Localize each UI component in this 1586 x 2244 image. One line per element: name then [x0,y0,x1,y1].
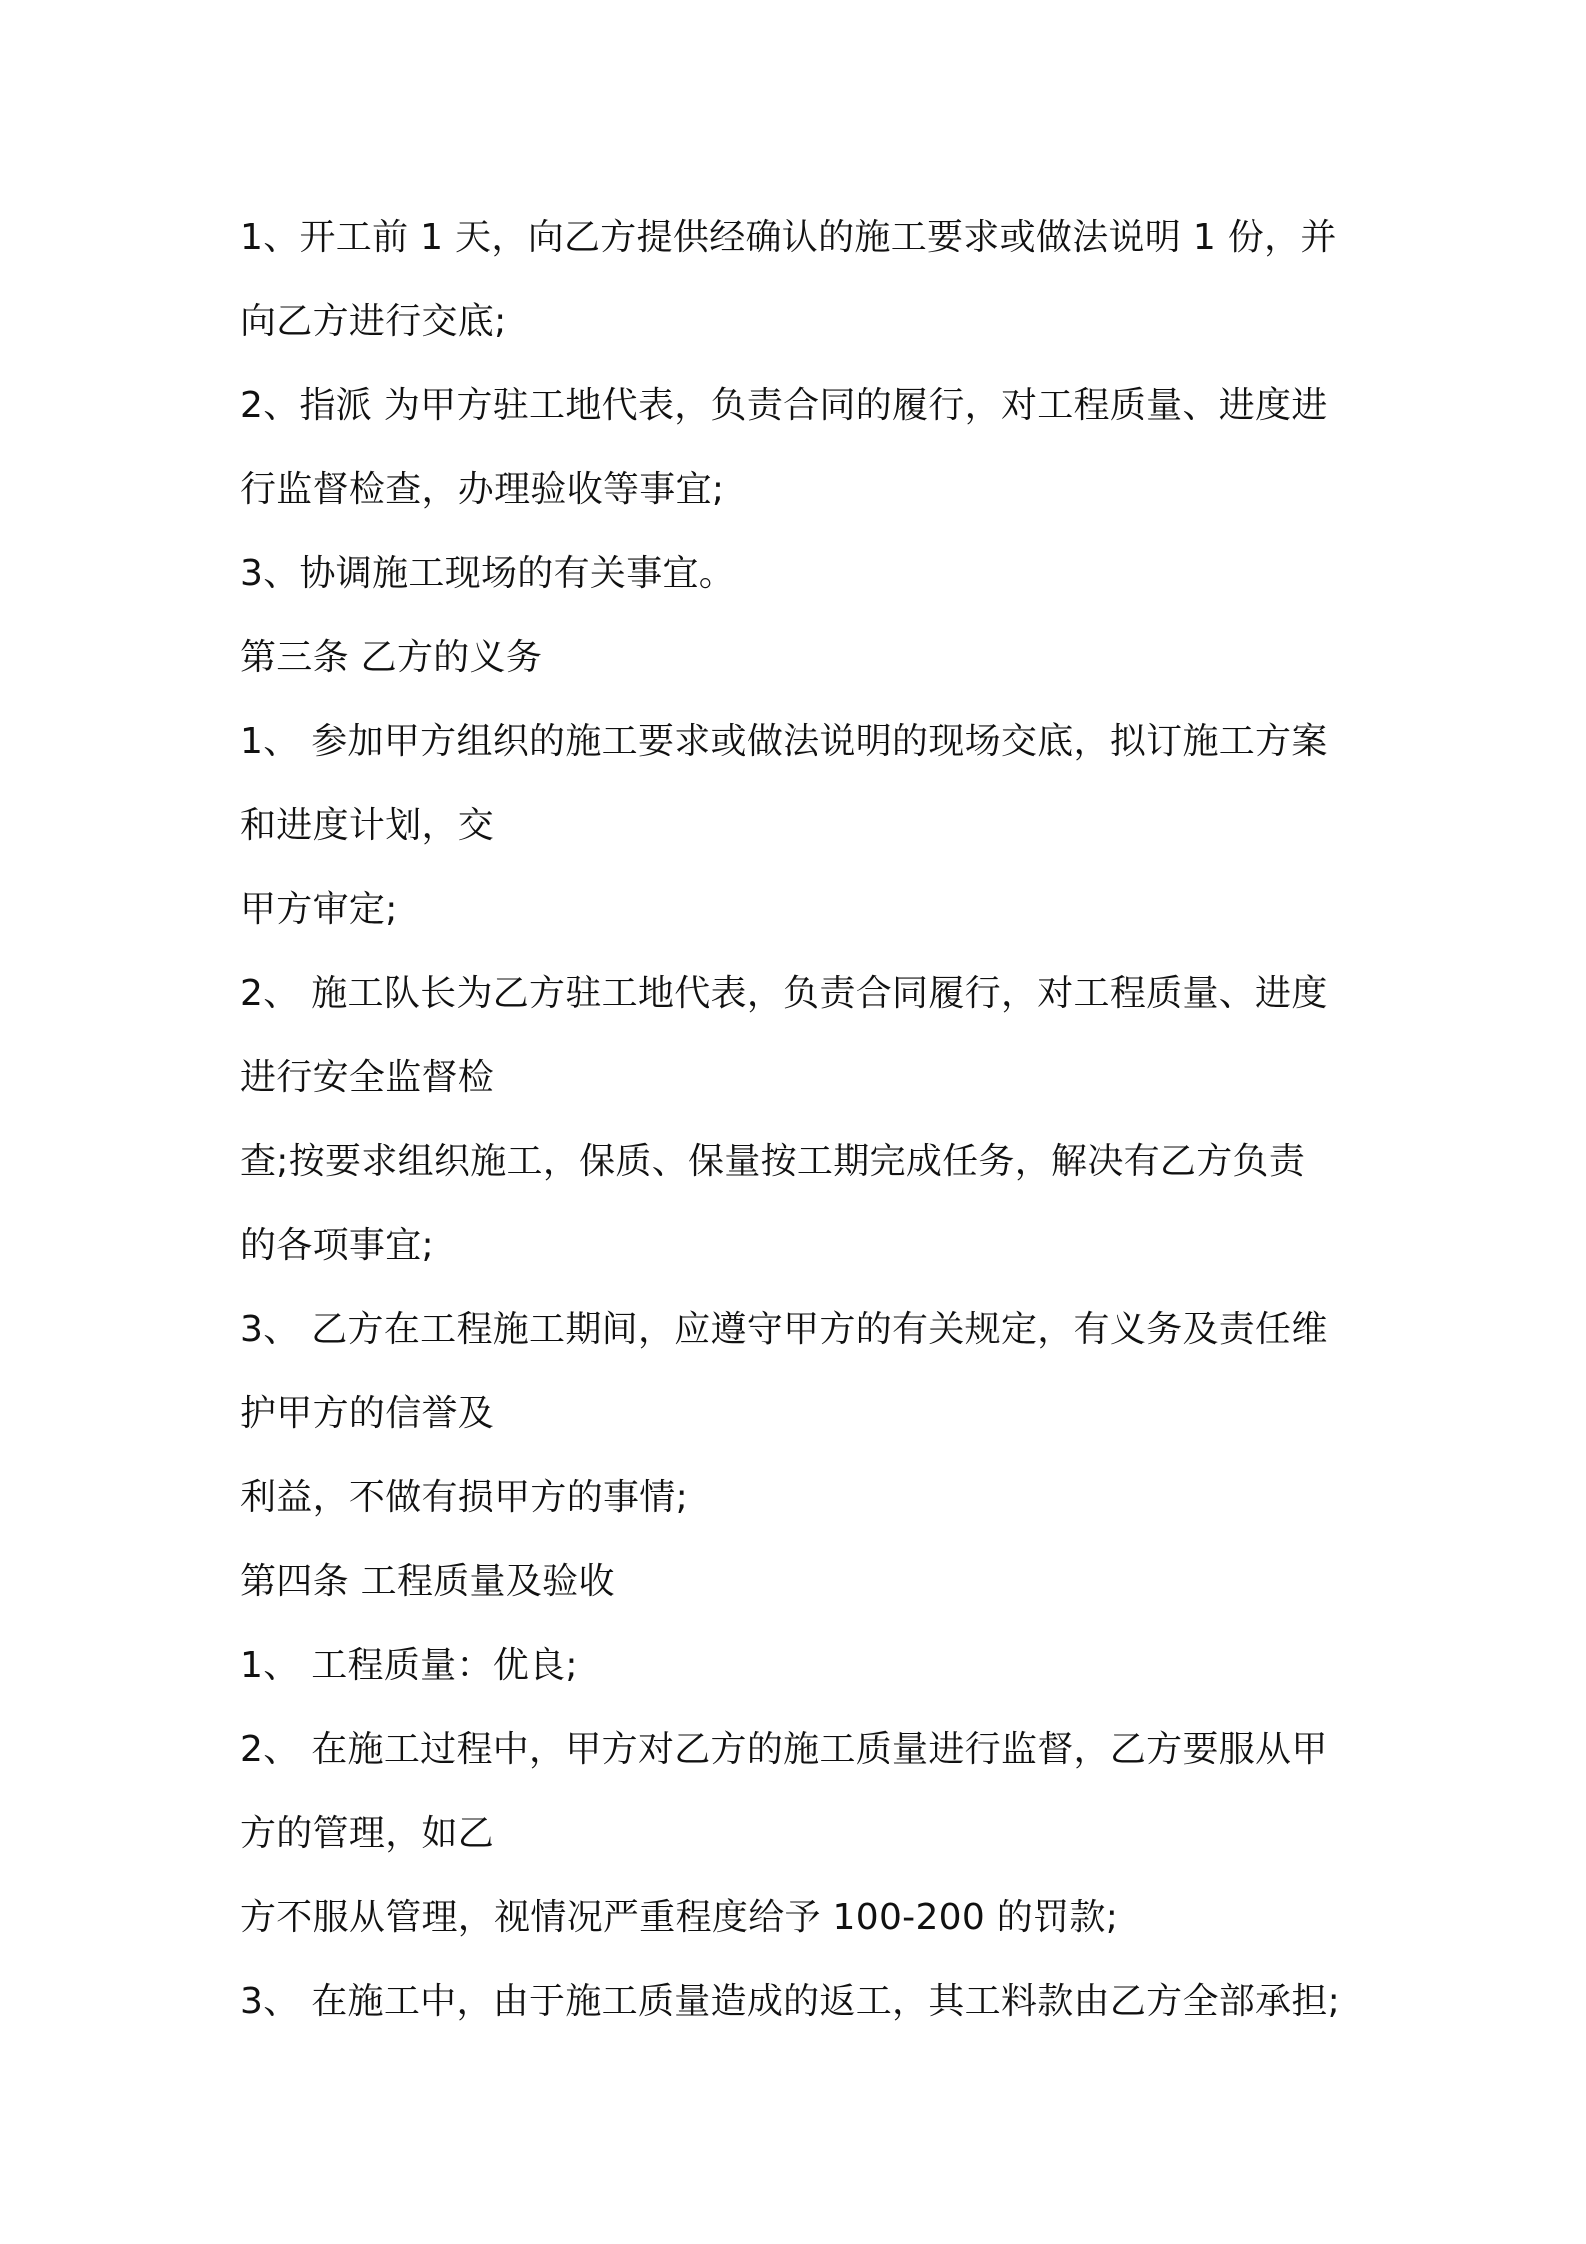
text-line: 2、 施工队长为乙方驻工地代表，负责合同履行，对工程质量、进度 [240,973,1328,1014]
text-line: 向乙方进行交底; [240,301,507,342]
text-line: 2、指派 为甲方驻工地代表，负责合同的履行，对工程质量、进度进 [240,385,1328,426]
text-line: 利益，不做有损甲方的事情; [240,1477,689,1518]
text-line: 1、开工前 1 天，向乙方提供经确认的施工要求或做法说明 1 份，并 [240,217,1337,258]
text-line: 方不服从管理，视情况严重程度给予 100-200 的罚款; [240,1897,1119,1938]
text-line: 3、 乙方在工程施工期间，应遵守甲方的有关规定，有义务及责任维 [240,1309,1328,1350]
text-line: 进行安全监督检 [240,1057,495,1098]
text-line: 方的管理，如乙 [240,1813,495,1854]
text-line: 3、 在施工中，由于施工质量造成的返工，其工料款由乙方全部承担; [240,1981,1341,2022]
text-line: 甲方审定; [240,889,398,930]
text-line: 的各项事宜; [240,1225,434,1266]
text-line: 查;按要求组织施工，保质、保量按工期完成任务，解决有乙方负责 [240,1141,1306,1182]
section-heading: 第三条 乙方的义务 [240,637,543,678]
text-line: 和进度计划，交 [240,805,495,846]
section-heading: 第四条 工程质量及验收 [240,1561,615,1602]
text-line: 3、协调施工现场的有关事宜。 [240,553,736,594]
text-line: 行监督检查，办理验收等事宜; [240,469,725,510]
text-line: 1、 参加甲方组织的施工要求或做法说明的现场交底，拟订施工方案 [240,721,1328,762]
document-body [240,196,1360,2044]
text-line: 1、 工程质量：优良; [240,1645,578,1686]
text-line: 2、 在施工过程中，甲方对乙方的施工质量进行监督，乙方要服从甲 [240,1729,1328,1770]
text-line: 护甲方的信誉及 [240,1393,495,1434]
